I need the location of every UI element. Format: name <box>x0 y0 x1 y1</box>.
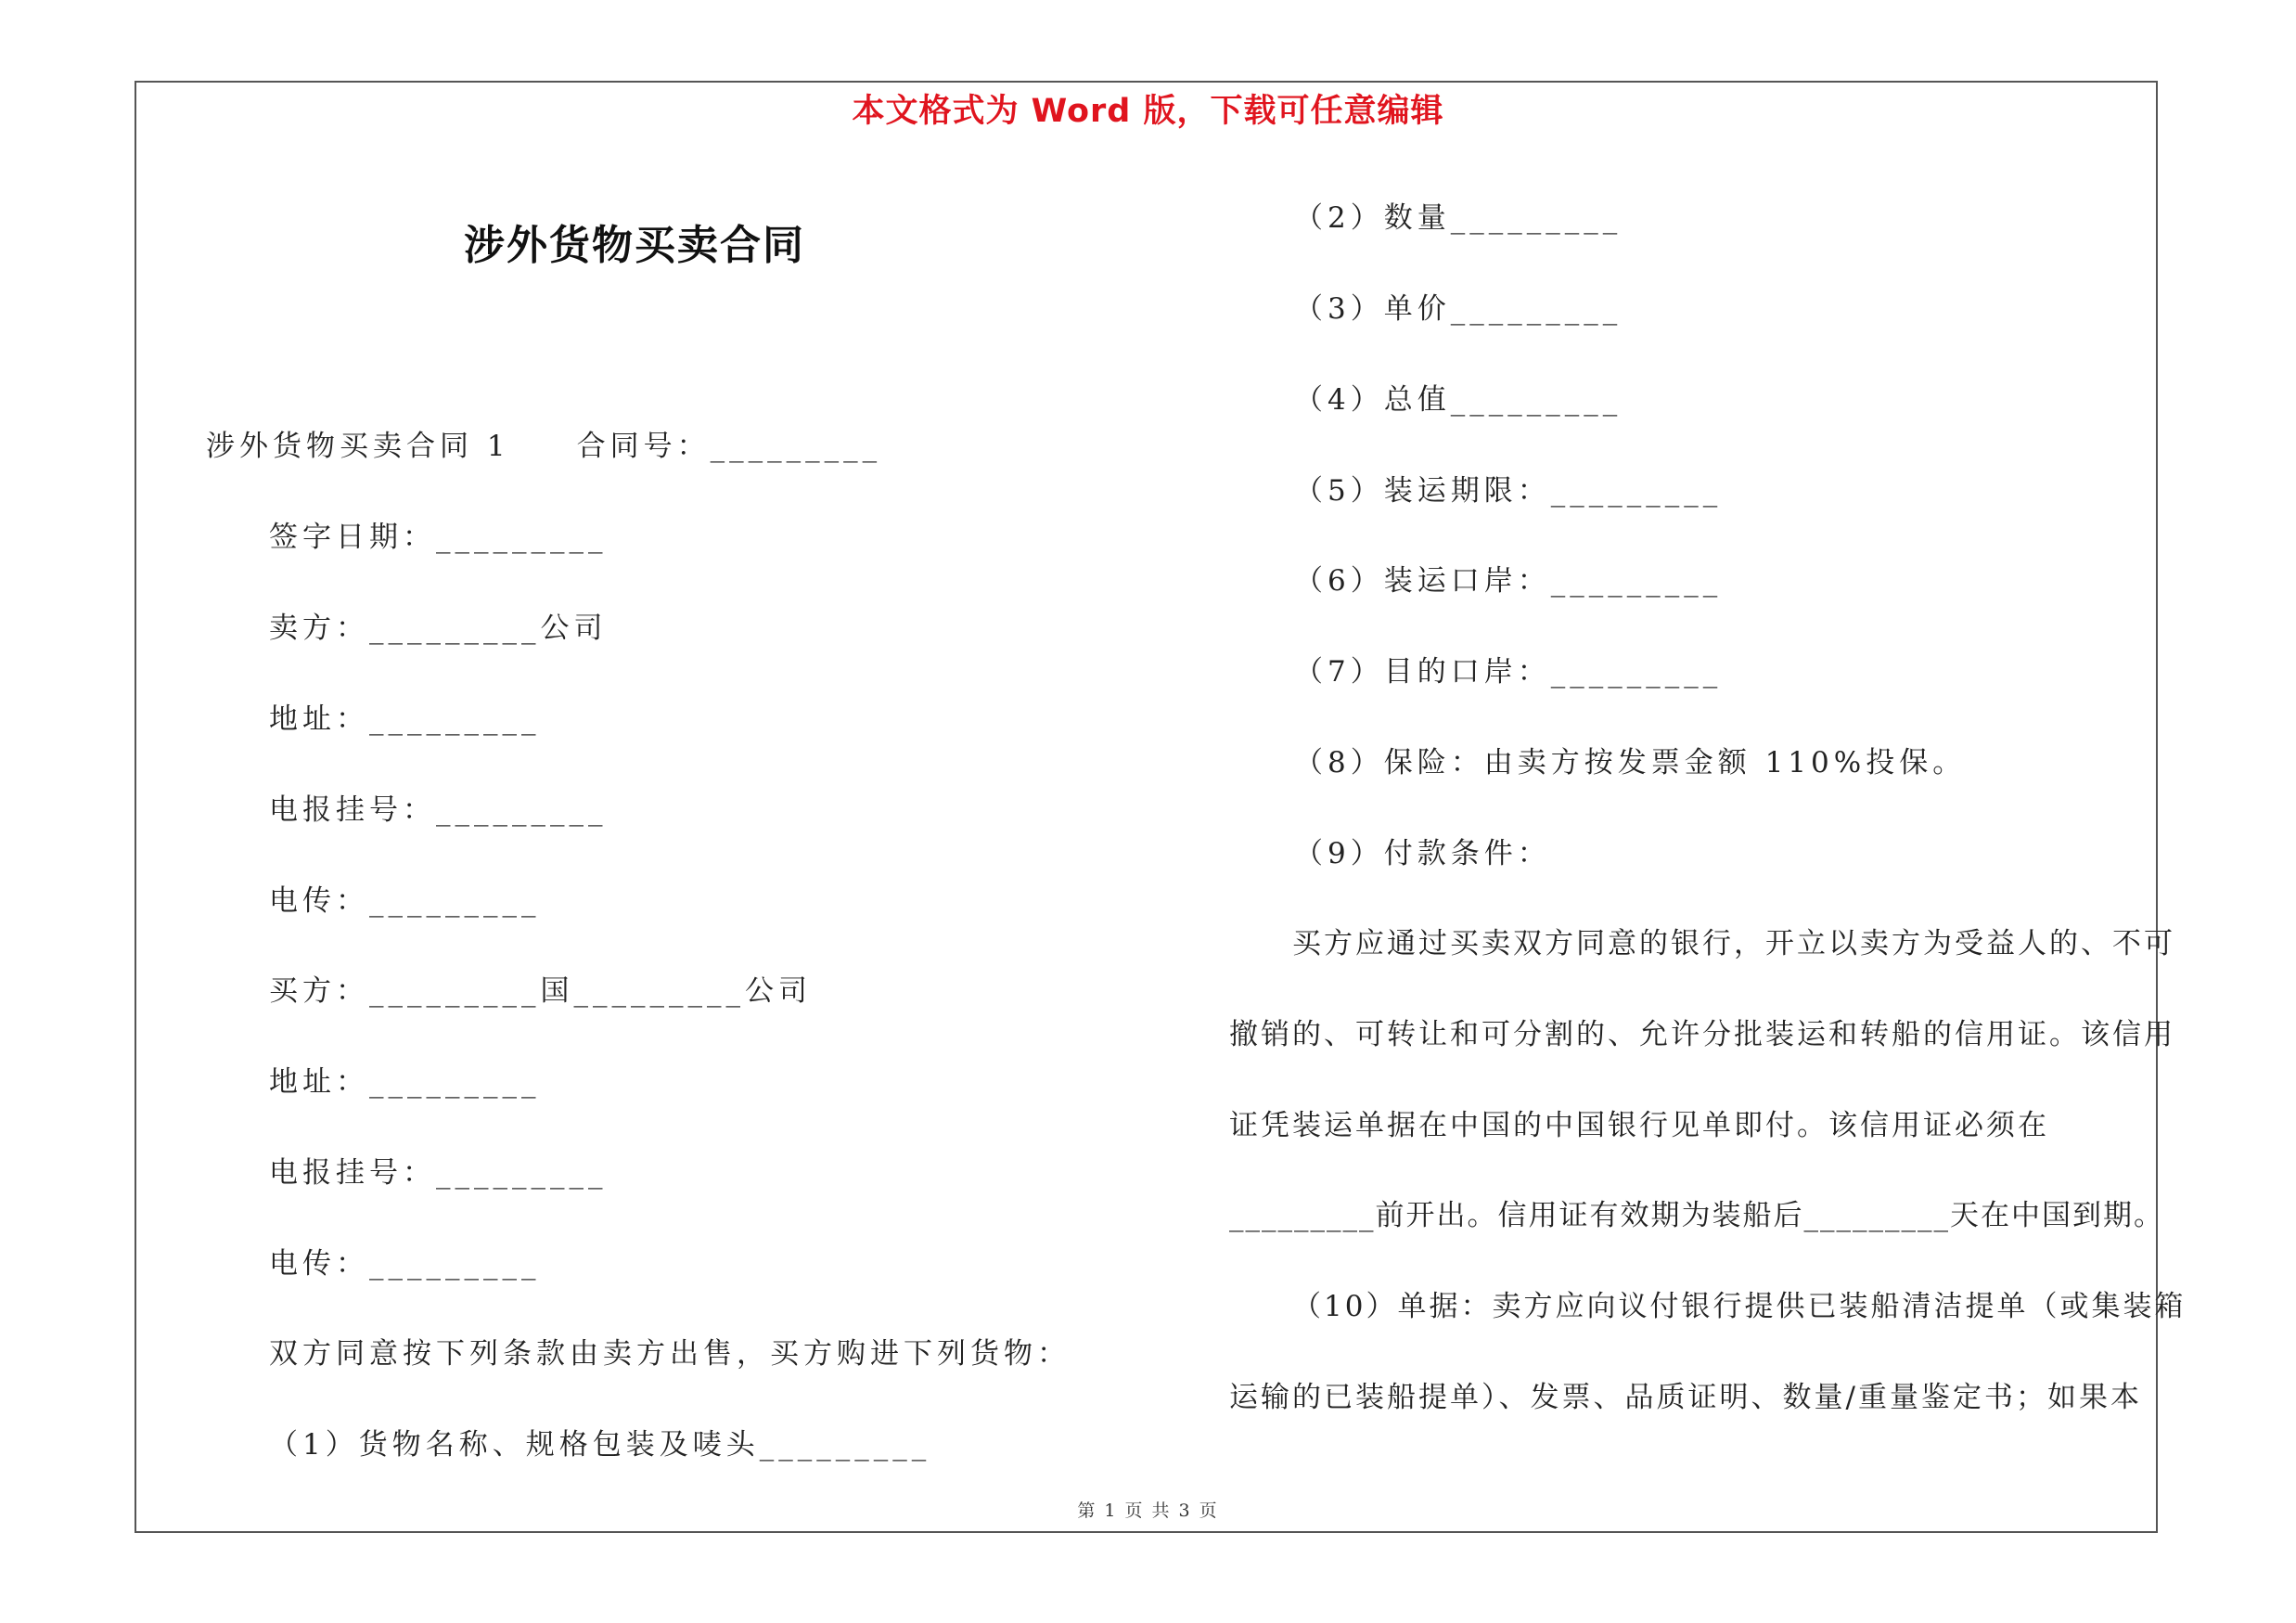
right-line-payment-1: 买方应通过买卖双方同意的银行，开立以卖方为受益人的、不可 <box>1292 927 2175 960</box>
right-line-item-8: （8）保险：由卖方按发票金额 110%投保。 <box>1294 746 1967 779</box>
right-line-payment-4: _________前开出。信用证有效期为装船后_________天在中国到期。 <box>1229 1199 2164 1232</box>
left-line-item-1: （1）货物名称、规格包装及唛头_________ <box>269 1428 931 1462</box>
right-line-item-9: （9）付款条件： <box>1294 837 1551 870</box>
document-title: 涉外货物买卖合同 <box>464 222 805 269</box>
right-line-payment-3: 证凭装运单据在中国的中国银行见单即付。该信用证必须在 <box>1229 1109 2049 1142</box>
right-line-payment-2: 撤销的、可转让和可分割的、允许分批装运和转船的信用证。该信用 <box>1229 1018 2175 1051</box>
left-line-seller: 卖方：_________公司 <box>269 612 608 645</box>
left-line-buyer-address: 地址：_________ <box>269 1065 541 1099</box>
left-line-seller-telex: 电传：_________ <box>269 884 541 918</box>
left-line-seller-cable: 电报挂号：_________ <box>269 793 608 827</box>
format-banner: 本文格式为 Word 版，下载可任意编辑 <box>852 93 1444 130</box>
right-line-item-3: （3）单价_________ <box>1294 292 1623 326</box>
left-line-buyer: 买方：_________国_________公司 <box>269 974 812 1008</box>
right-line-item-10-a: （10）单据：卖方应向议付银行提供已装船清洁提单（或集装箱 <box>1292 1290 2187 1323</box>
right-line-item-6: （6）装运口岸：_________ <box>1294 564 1723 598</box>
left-line-agreement: 双方同意按下列条款由卖方出售，买方购进下列货物： <box>269 1337 1071 1371</box>
right-line-item-10-b: 运输的已装船提单）、发票、品质证明、数量/重量鉴定书；如果本 <box>1229 1381 2142 1414</box>
right-line-item-5: （5）装运期限：_________ <box>1294 474 1723 508</box>
left-line-sign-date: 签字日期：_________ <box>269 521 608 554</box>
page-number-footer: 第 1 页 共 3 页 <box>1077 1501 1219 1521</box>
left-line-buyer-telex: 电传：_________ <box>269 1247 541 1281</box>
left-line-seller-address: 地址：_________ <box>269 702 541 736</box>
left-line-contract-no: 涉外货物买卖合同 1 合同号：_________ <box>206 430 882 463</box>
right-line-item-7: （7）目的口岸：_________ <box>1294 655 1723 689</box>
right-line-item-4: （4）总值_________ <box>1294 383 1623 417</box>
right-line-item-2: （2）数量_________ <box>1294 201 1623 235</box>
left-line-buyer-cable: 电报挂号：_________ <box>269 1156 608 1190</box>
